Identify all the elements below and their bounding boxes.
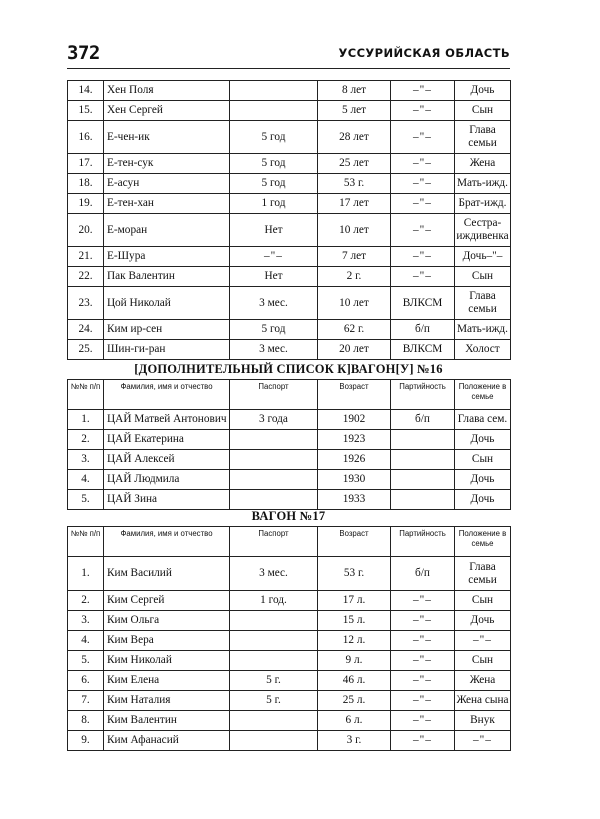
column-header: Партийность [391, 527, 455, 557]
table-row [68, 691, 511, 711]
table-row [68, 591, 511, 611]
passport [230, 81, 318, 101]
person-name: Ким Сергей [104, 591, 230, 611]
person-name: Ким Елена [104, 671, 230, 691]
family-status: Внук [455, 711, 511, 731]
row-number: 19. [68, 194, 104, 214]
age: 25 л. [318, 691, 391, 711]
person-name: Хен Сергей [104, 101, 230, 121]
column-header: Положение в семье [455, 527, 511, 557]
age: 53 г. [318, 174, 391, 194]
column-header: Возраст [318, 380, 391, 410]
passport: 5 г. [230, 671, 318, 691]
row-number: 14. [68, 81, 104, 101]
age: 5 лет [318, 101, 391, 121]
age: 28 лет [318, 121, 391, 154]
party: ВЛКСМ [391, 340, 455, 360]
table-row [68, 470, 511, 490]
passport [230, 611, 318, 631]
column-header-row [68, 380, 511, 410]
row-number: 9. [68, 731, 104, 751]
age: 6 л. [318, 711, 391, 731]
passport [230, 430, 318, 450]
party [391, 430, 455, 450]
passport: 5 год [230, 320, 318, 340]
column-header: Паспорт [230, 527, 318, 557]
passport [230, 631, 318, 651]
passport: Нет [230, 267, 318, 287]
row-number: 2. [68, 430, 104, 450]
page-header [67, 40, 510, 69]
column-header: Фамилия, имя и отчество [104, 527, 230, 557]
table-row [68, 194, 511, 214]
table-row [68, 731, 511, 751]
table-wagon-17 [67, 526, 511, 751]
row-number: 3. [68, 450, 104, 470]
family-status: Глава сем. [455, 410, 511, 430]
table-row [68, 651, 511, 671]
table-main [67, 80, 511, 360]
age: 1930 [318, 470, 391, 490]
age: 53 г. [318, 557, 391, 591]
row-number: 6. [68, 671, 104, 691]
age: 1923 [318, 430, 391, 450]
passport [230, 101, 318, 121]
family-status: Дочь–"– [455, 247, 511, 267]
party: б/п [391, 320, 455, 340]
party [391, 490, 455, 510]
family-status: Глава семьи [455, 287, 511, 320]
person-name: Ким Афанасий [104, 731, 230, 751]
row-number: 5. [68, 490, 104, 510]
family-status: Сын [455, 450, 511, 470]
family-status: Сын [455, 591, 511, 611]
party: –"– [391, 691, 455, 711]
age: 10 лет [318, 287, 391, 320]
age: 1933 [318, 490, 391, 510]
table-row [68, 81, 511, 101]
table-row [68, 430, 511, 450]
age: 2 г. [318, 267, 391, 287]
party: –"– [391, 121, 455, 154]
passport [230, 450, 318, 470]
person-name: Ким Наталия [104, 691, 230, 711]
age: 15 л. [318, 611, 391, 631]
party: –"– [391, 154, 455, 174]
passport [230, 470, 318, 490]
person-name: Ким ир-сен [104, 320, 230, 340]
party: –"– [391, 214, 455, 247]
family-status: Сын [455, 267, 511, 287]
page-number: 372 [67, 42, 100, 64]
row-number: 7. [68, 691, 104, 711]
party: –"– [391, 651, 455, 671]
passport: 3 мес. [230, 557, 318, 591]
row-number: 23. [68, 287, 104, 320]
age: 1926 [318, 450, 391, 470]
age: 17 лет [318, 194, 391, 214]
person-name: Цой Николай [104, 287, 230, 320]
party: –"– [391, 247, 455, 267]
family-status: Дочь [455, 490, 511, 510]
column-header: Партийность [391, 380, 455, 410]
person-name: ЦАЙ Людмила [104, 470, 230, 490]
family-status: Дочь [455, 470, 511, 490]
row-number: 24. [68, 320, 104, 340]
person-name: Ким Николай [104, 651, 230, 671]
table-row [68, 214, 511, 247]
person-name: Ким Ольга [104, 611, 230, 631]
column-header: №№ п/п [68, 380, 104, 410]
family-status: Сестра-иждивенка [455, 214, 511, 247]
passport: 5 год [230, 154, 318, 174]
table-row [68, 490, 511, 510]
family-status: Жена [455, 671, 511, 691]
table-row [68, 247, 511, 267]
family-status: Дочь [455, 611, 511, 631]
age: 3 г. [318, 731, 391, 751]
row-number: 25. [68, 340, 104, 360]
person-name: Е-Шура [104, 247, 230, 267]
person-name: ЦАЙ Матвей Антонович [104, 410, 230, 430]
age: 25 лет [318, 154, 391, 174]
person-name: Хен Поля [104, 81, 230, 101]
age: 17 л. [318, 591, 391, 611]
person-name: Ким Валентин [104, 711, 230, 731]
person-name: Пак Валентин [104, 267, 230, 287]
row-number: 15. [68, 101, 104, 121]
passport: 3 мес. [230, 287, 318, 320]
party: –"– [391, 671, 455, 691]
family-status: –"– [455, 631, 511, 651]
table-row [68, 174, 511, 194]
row-number: 4. [68, 631, 104, 651]
passport: Нет [230, 214, 318, 247]
family-status: Сын [455, 101, 511, 121]
party: –"– [391, 591, 455, 611]
passport: –"– [230, 247, 318, 267]
column-header: Паспорт [230, 380, 318, 410]
row-number: 22. [68, 267, 104, 287]
age: 20 лет [318, 340, 391, 360]
age: 9 л. [318, 651, 391, 671]
party: ВЛКСМ [391, 287, 455, 320]
family-status: Дочь [455, 430, 511, 450]
party: –"– [391, 611, 455, 631]
party [391, 470, 455, 490]
table-row [68, 711, 511, 731]
table-row [68, 557, 511, 591]
section-title-additional-list: [ДОПОЛНИТЕЛЬНЫЙ СПИСОК К]ВАГОН[У] №16 [134, 362, 443, 376]
family-status: Холост [455, 340, 511, 360]
family-status: Жена [455, 154, 511, 174]
family-status: –"– [455, 731, 511, 751]
table-row [68, 410, 511, 430]
party: –"– [391, 731, 455, 751]
row-number: 2. [68, 591, 104, 611]
family-status: Глава семьи [455, 557, 511, 591]
table-row [68, 611, 511, 631]
person-name: Ким Вера [104, 631, 230, 651]
family-status: Брат-ижд. [455, 194, 511, 214]
person-name: Е-асун [104, 174, 230, 194]
row-number: 1. [68, 410, 104, 430]
age: 62 г. [318, 320, 391, 340]
passport: 1 год. [230, 591, 318, 611]
age: 10 лет [318, 214, 391, 247]
party: –"– [391, 174, 455, 194]
table-row [68, 450, 511, 470]
row-number: 3. [68, 611, 104, 631]
person-name: ЦАЙ Екатерина [104, 430, 230, 450]
family-status: Мать-ижд. [455, 320, 511, 340]
party [391, 450, 455, 470]
person-name: Е-моран [104, 214, 230, 247]
row-number: 16. [68, 121, 104, 154]
row-number: 21. [68, 247, 104, 267]
person-name: Е-тен-сук [104, 154, 230, 174]
person-name: Е-чен-ик [104, 121, 230, 154]
passport [230, 731, 318, 751]
row-number: 17. [68, 154, 104, 174]
column-header: Положение в семье [455, 380, 511, 410]
row-number: 4. [68, 470, 104, 490]
party: –"– [391, 631, 455, 651]
passport [230, 711, 318, 731]
party: б/п [391, 410, 455, 430]
table-row [68, 340, 511, 360]
age: 12 л. [318, 631, 391, 651]
table-row [68, 154, 511, 174]
passport: 1 год [230, 194, 318, 214]
passport: 3 года [230, 410, 318, 430]
person-name: Шин-ги-ран [104, 340, 230, 360]
passport: 5 год [230, 121, 318, 154]
family-status: Глава семьи [455, 121, 511, 154]
passport: 3 мес. [230, 340, 318, 360]
party: –"– [391, 267, 455, 287]
running-title: УССУРИЙСКАЯ ОБЛАСТЬ [338, 46, 510, 60]
column-header-row [68, 527, 511, 557]
row-number: 18. [68, 174, 104, 194]
row-number: 8. [68, 711, 104, 731]
family-status: Жена сына [455, 691, 511, 711]
section-title-wagon-17: ВАГОН №17 [251, 509, 326, 523]
party: –"– [391, 101, 455, 121]
table-row [68, 287, 511, 320]
age: 8 лет [318, 81, 391, 101]
column-header: №№ п/п [68, 527, 104, 557]
party: –"– [391, 81, 455, 101]
passport: 5 год [230, 174, 318, 194]
table-row [68, 267, 511, 287]
table-row [68, 631, 511, 651]
row-number: 20. [68, 214, 104, 247]
family-status: Сын [455, 651, 511, 671]
table-row [68, 320, 511, 340]
family-status: Дочь [455, 81, 511, 101]
passport: 5 г. [230, 691, 318, 711]
row-number: 5. [68, 651, 104, 671]
person-name: ЦАЙ Алексей [104, 450, 230, 470]
table-row [68, 671, 511, 691]
passport [230, 651, 318, 671]
column-header: Возраст [318, 527, 391, 557]
column-header: Фамилия, имя и отчество [104, 380, 230, 410]
table-wagon-16 [67, 379, 511, 510]
party: –"– [391, 194, 455, 214]
age: 7 лет [318, 247, 391, 267]
person-name: Ким Василий [104, 557, 230, 591]
family-status: Мать-ижд. [455, 174, 511, 194]
party: –"– [391, 711, 455, 731]
person-name: Е-тен-хан [104, 194, 230, 214]
table-row [68, 121, 511, 154]
person-name: ЦАЙ Зина [104, 490, 230, 510]
passport [230, 490, 318, 510]
table-row [68, 101, 511, 121]
row-number: 1. [68, 557, 104, 591]
party: б/п [391, 557, 455, 591]
age: 46 л. [318, 671, 391, 691]
age: 1902 [318, 410, 391, 430]
